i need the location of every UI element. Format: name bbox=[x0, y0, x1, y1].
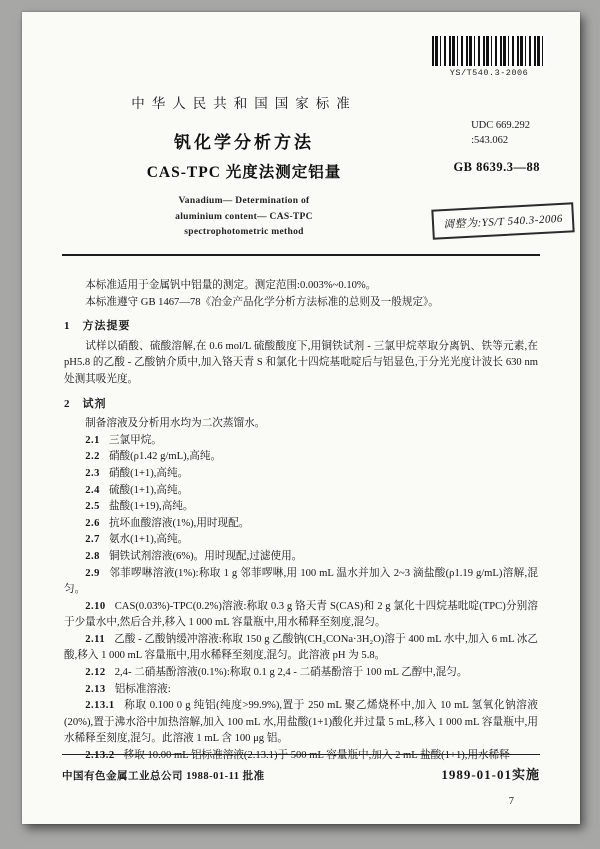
item-text: 三氯甲烷。 bbox=[108, 434, 162, 446]
reagent-item bbox=[64, 665, 538, 682]
item-number: 2.8 bbox=[85, 550, 100, 562]
udc-line-1: UDC 669.292 bbox=[471, 120, 530, 131]
implementation-date: 1989-01-01实施 bbox=[441, 767, 540, 782]
header-divider bbox=[62, 254, 540, 256]
section-1-heading: 1 方法提要 bbox=[64, 320, 131, 333]
item-text: 抗坏血酸溶液(1%),用时现配。 bbox=[108, 517, 250, 529]
national-standard-title: 中华人民共和国国家标准 bbox=[131, 96, 357, 111]
item-number: 2.9 bbox=[85, 567, 100, 579]
item-number: 2.12 bbox=[85, 667, 106, 679]
item-number: 2.5 bbox=[85, 501, 100, 513]
reagent-intro-paragraph: 制备溶液及分析用水均为二次蒸馏水。 bbox=[85, 418, 266, 430]
compliance-paragraph: 本标准遵守 GB 1467—78《冶金产品化学分析方法标准的总则及一般规定》。 bbox=[85, 296, 439, 308]
reagent-item bbox=[64, 698, 538, 748]
reagent-item bbox=[64, 532, 538, 549]
item-text: 盐酸(1+19),高纯。 bbox=[108, 501, 194, 513]
item-text: 硫酸(1+1),高纯。 bbox=[108, 484, 189, 496]
chinese-title-line-1: 钒化学分析方法 bbox=[174, 133, 314, 152]
item-text: CAS(0.03%)-TPC(0.2%)溶液:称取 0.3 g 铬天青 S(CAS)和 2 g 氯化十四烷基吡啶(TPC)分别溶于少量水中,然后合并,移入 1 000 mL 容量瓶中,用水稀释至刻度,混匀。 bbox=[64, 600, 538, 629]
approval-notice: 中国有色金属工业总公司 1988-01-11 批准 bbox=[62, 771, 265, 782]
item-number: 2.13.1 bbox=[85, 700, 115, 712]
reagent-item bbox=[64, 516, 538, 533]
item-text: 称取 0.100 0 g 纯铝(纯度>99.9%),置于 250 mL 聚乙烯烧杯中,加入 10 mL 氢氧化钠溶液(20%),置于沸水浴中加热溶解,加入 100 mL 水,用盐酸(1+1)酸化并过量 5 mL,移入 1 000 mL 容量瓶中,用水稀释至刻度,混匀。此溶液 1 mL 含 100 μg 铝。 bbox=[64, 700, 538, 745]
document-page bbox=[22, 12, 580, 824]
reagent-item bbox=[64, 483, 538, 500]
barcode-image bbox=[432, 36, 546, 66]
item-number: 2.13.2 bbox=[85, 750, 115, 762]
reagent-item bbox=[64, 599, 538, 632]
reagent-item bbox=[64, 632, 538, 665]
item-text: 2,4- 二硝基酚溶液(0.1%):称取 0.1 g 2,4 - 二硝基酚溶于 100 mL 乙醇中,混匀。 bbox=[114, 667, 468, 679]
document-header bbox=[22, 12, 580, 262]
document-footer bbox=[62, 754, 540, 783]
item-text: 硝酸(1+1),高纯。 bbox=[108, 467, 189, 479]
reagent-item bbox=[64, 566, 538, 599]
english-title-line-2: aluminium content— CAS-TPC bbox=[175, 211, 313, 222]
udc-line-2: :543.062 bbox=[471, 135, 509, 146]
item-number: 2.4 bbox=[85, 484, 100, 496]
section-2-heading: 2 试剂 bbox=[64, 397, 107, 410]
item-number: 2.13 bbox=[85, 683, 106, 695]
udc-number bbox=[471, 118, 530, 148]
adjustment-stamp: 调整为:YS/T 540.3-2006 bbox=[431, 202, 574, 239]
page-number: 7 bbox=[508, 796, 514, 807]
reagent-item bbox=[64, 549, 538, 566]
document-body bbox=[22, 262, 580, 765]
standard-number: GB 8639.3—88 bbox=[453, 160, 540, 174]
item-number: 2.10 bbox=[85, 600, 106, 612]
chinese-title-block bbox=[68, 128, 420, 182]
item-text: 铝标准溶液: bbox=[114, 683, 171, 695]
reagent-item bbox=[64, 682, 538, 699]
item-number: 2.6 bbox=[85, 517, 100, 529]
english-title-block bbox=[68, 194, 420, 241]
barcode-label: YS/T540.3-2006 bbox=[449, 68, 529, 78]
item-text: 硝酸(ρ1.42 g/mL),高纯。 bbox=[108, 451, 222, 463]
scope-paragraph: 本标准适用于金属钒中铝量的测定。测定范围:0.003%~0.10%。 bbox=[85, 280, 377, 291]
item-text: 乙酸 - 乙酸钠缓冲溶液:称取 150 g 乙酸钠(CH₃CONa·3H₂O)溶于 400 mL 水中,加入 6 mL 冰乙酸,移入 1 000 mL 容量瓶中,用水稀释至刻度,混匀。此溶液 pH 为 5.8。 bbox=[64, 633, 538, 662]
reagent-item bbox=[64, 466, 538, 483]
item-number: 2.11 bbox=[85, 633, 106, 645]
item-text: 邻菲啰啉溶液(1%):称取 1 g 邻菲啰啉,用 100 mL 温水并加入 2~3 滴盐酸(ρ1.19 g/mL)溶解,混匀。 bbox=[64, 567, 538, 596]
reagent-item bbox=[64, 433, 538, 450]
reagent-item bbox=[64, 449, 538, 466]
chinese-title-line-2: CAS-TPC 光度法测定铝量 bbox=[146, 164, 342, 181]
english-title-line-3: spectrophotometric method bbox=[184, 227, 304, 237]
item-text: 氨水(1+1),高纯。 bbox=[108, 534, 189, 546]
item-text: 移取 10.00 mL 铝标准溶液(2.13.1)于 500 mL 容量瓶中,加入 2 mL 盐酸(1+1),用水稀释 bbox=[123, 750, 510, 762]
reagent-item bbox=[64, 499, 538, 516]
item-number: 2.7 bbox=[85, 534, 100, 546]
item-number: 2.3 bbox=[85, 467, 100, 479]
english-title-line-1: Vanadium— Determination of bbox=[178, 196, 310, 206]
method-summary-paragraph: 试样以硝酸、硫酸溶解,在 0.6 mol/L 硫酸酸度下,用铜铁试剂 - 三氯甲烷萃取分离钒、铁等元素,在 pH5.8 的乙酸 - 乙酸钠介质中,加入铬天青 S 和氯化十四烷基吡啶后与铝显色,于分光光度计波长 630 nm 处测其吸光度。 bbox=[64, 340, 538, 385]
item-number: 2.2 bbox=[85, 451, 100, 463]
item-text: 铜铁试剂溶液(6%)。用时现配,过滤使用。 bbox=[108, 550, 303, 562]
item-number: 2.1 bbox=[85, 434, 100, 446]
